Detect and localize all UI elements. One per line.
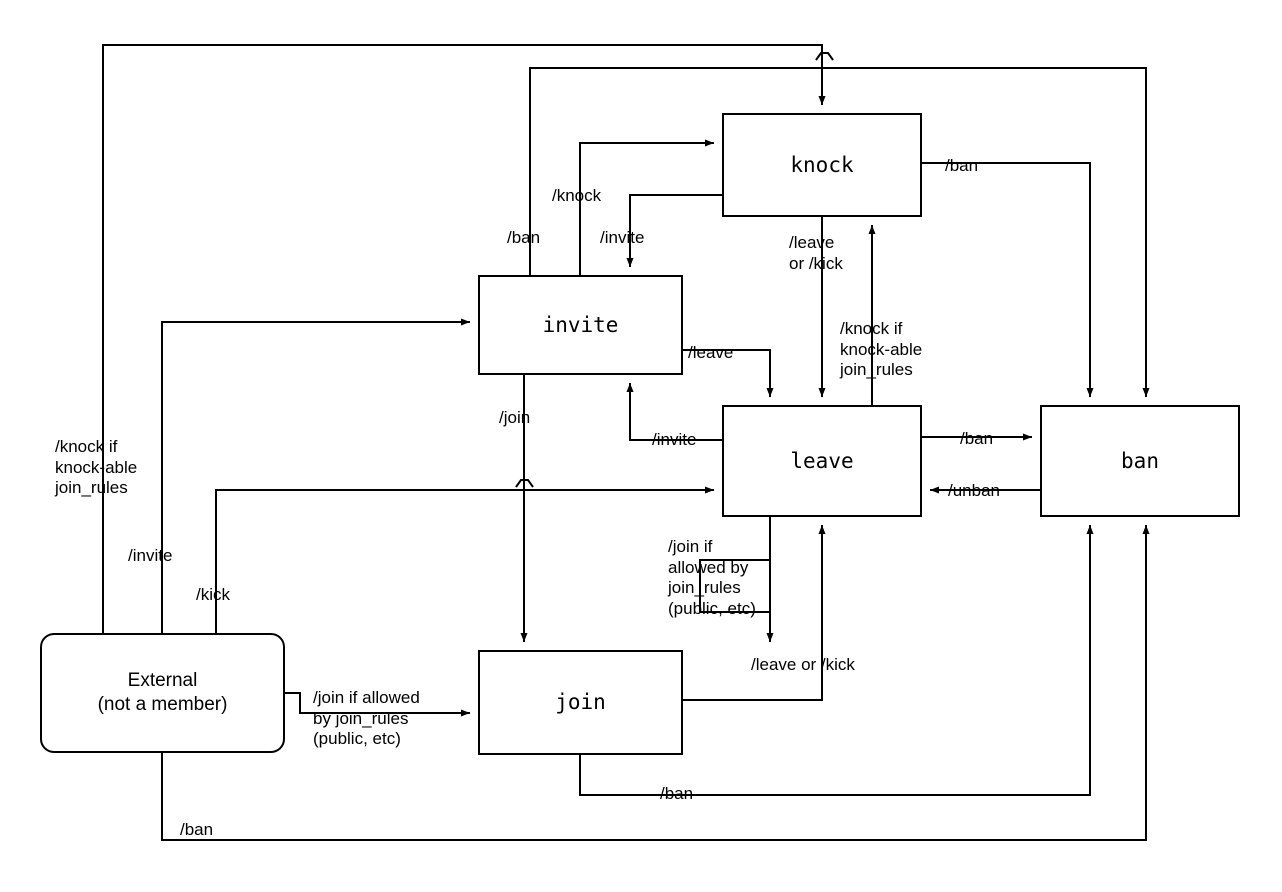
node-knock-label: knock bbox=[790, 152, 854, 177]
node-join-label: join bbox=[555, 690, 606, 715]
edge-label-knock-if-knockable-mid bbox=[840, 319, 922, 381]
edge-label-leave-invite bbox=[688, 343, 733, 364]
edge-label-text: /ban bbox=[960, 429, 994, 448]
edge-label-text: /invite bbox=[600, 228, 645, 247]
edge-label-text: /ban bbox=[507, 228, 541, 247]
edge-label-text: /leave or /kick bbox=[789, 233, 843, 273]
edge-label-text: /knock bbox=[552, 186, 602, 205]
edge-label-invite-top bbox=[600, 228, 644, 249]
node-ban[interactable] bbox=[1040, 405, 1240, 517]
edge-label-ban-knock-right bbox=[945, 156, 978, 177]
edge-label-text: /leave bbox=[688, 343, 734, 362]
edge-label-text: /ban bbox=[660, 784, 694, 803]
edge-label-join-if-allowed-leave bbox=[668, 537, 756, 620]
edge-label-text: /join if allowed by join_rules (public, etc) bbox=[313, 688, 420, 749]
node-leave-label: leave bbox=[790, 448, 854, 473]
edge-label-text: /join bbox=[499, 408, 531, 427]
edge-label-text: /ban bbox=[180, 820, 214, 839]
node-invite[interactable] bbox=[478, 275, 683, 375]
edge-label-text: /leave or /kick bbox=[751, 655, 855, 674]
edge-label-text: /knock if knock-able join_rules bbox=[840, 319, 923, 380]
edge-label-ban-invite-top bbox=[507, 228, 540, 249]
node-ban-label: ban bbox=[1121, 448, 1159, 473]
edge-label-ban-leave-right bbox=[960, 429, 993, 450]
edge-label-kick-left bbox=[196, 585, 230, 606]
node-leave[interactable] bbox=[722, 405, 922, 517]
edge-label-join-invite bbox=[499, 408, 530, 429]
edge-label-leave-or-kick-join bbox=[751, 655, 855, 676]
edge-label-text: /knock if knock-able join_rules bbox=[55, 437, 138, 498]
edge-label-text: /kick bbox=[196, 585, 230, 604]
edge-label-knock-top bbox=[552, 186, 601, 207]
edge-label-text: /unban bbox=[948, 481, 1000, 500]
node-external[interactable] bbox=[40, 633, 285, 753]
node-external-label: External (not a member) bbox=[97, 670, 228, 715]
edge-label-invite-left bbox=[128, 546, 172, 567]
edge-label-text: /invite bbox=[128, 546, 173, 565]
edge-label-ban-bottom-left bbox=[180, 820, 213, 841]
edge-label-leave-or-kick-knock bbox=[789, 233, 843, 274]
edge-label-join-if-allowed-external bbox=[313, 688, 420, 750]
edge-label-text: /invite bbox=[652, 430, 697, 449]
edge-label-knock-if-knockable-left bbox=[55, 437, 137, 499]
node-invite-label: invite bbox=[542, 312, 619, 337]
edge-label-text: /ban bbox=[945, 156, 979, 175]
edge-label-unban-right bbox=[948, 481, 1000, 502]
edge-label-text: /join if allowed by join_rules (public, etc) bbox=[668, 537, 756, 619]
node-join[interactable] bbox=[478, 650, 683, 755]
edge-label-ban-join-bottom bbox=[660, 784, 693, 805]
node-knock[interactable] bbox=[722, 113, 922, 217]
edge-label-invite-leave bbox=[652, 430, 696, 451]
